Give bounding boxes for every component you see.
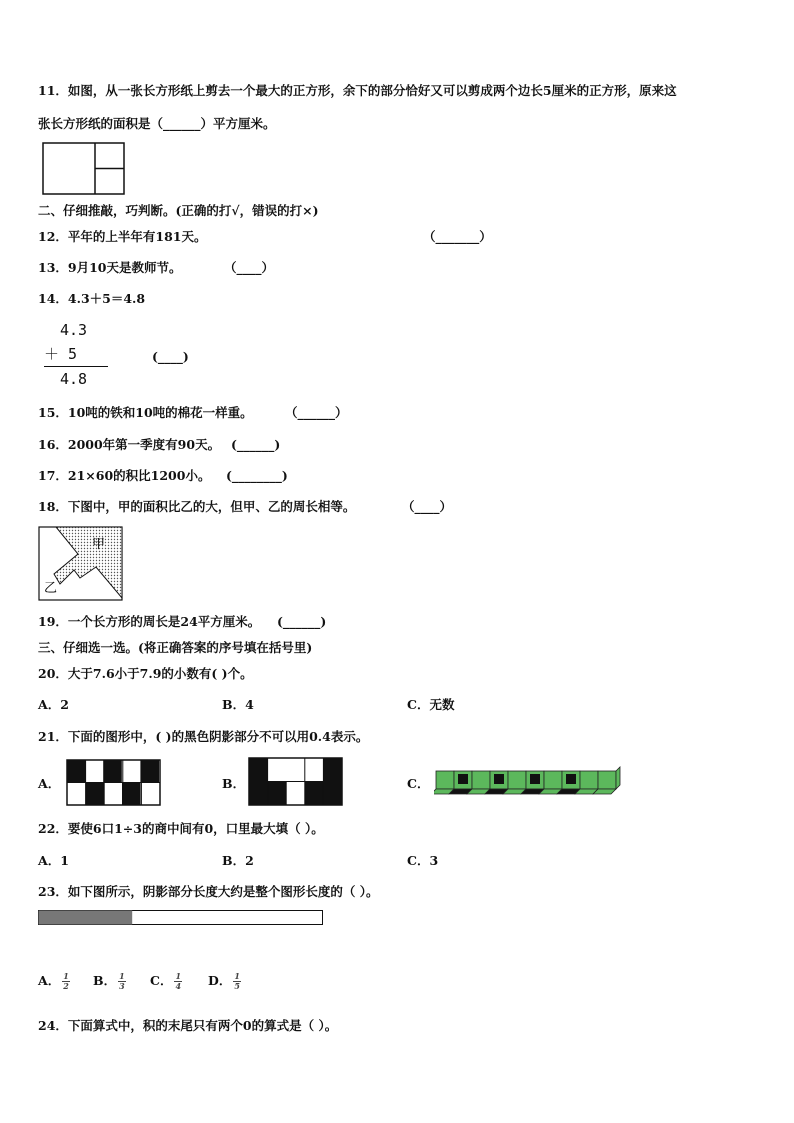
q22-text: 22．要使6口1÷3的商中间有0，口里最大填（ ）。 bbox=[38, 821, 324, 836]
q12-answer-blank[interactable]: （_______） bbox=[423, 229, 492, 244]
q18-answer-blank[interactable]: （____） bbox=[402, 499, 453, 514]
q12-text: 12．平年的上半年有181天。 bbox=[38, 229, 207, 244]
q14-vertical-top: 4.3 bbox=[60, 321, 88, 339]
q15-text: 15．10吨的铁和10吨的棉花一样重。 bbox=[38, 405, 253, 420]
q23-option-d[interactable]: D． $\frac{1}{5}$ bbox=[208, 971, 240, 991]
q21-option-a-label[interactable]: A． bbox=[38, 776, 61, 791]
q22-option-b[interactable]: B．2 bbox=[222, 853, 254, 868]
section3-heading: 三、仔细选一选。(将正确答案的序号填在括号里) bbox=[38, 640, 313, 655]
q17-answer-blank[interactable]: (________) bbox=[226, 468, 288, 483]
q13-text: 13．9月10天是教师节。 bbox=[38, 260, 182, 275]
section2-heading: 二、仔细推敲，巧判断。(正确的打√，错误的打×) bbox=[38, 203, 319, 218]
q21-cube-front bbox=[580, 771, 598, 789]
q17-text: 17．21×60的积比1200小。 bbox=[38, 468, 211, 483]
q21-cube-front bbox=[436, 771, 454, 789]
q20-text: 20．大于7.6小于7.9的小数有( )个。 bbox=[38, 666, 253, 681]
q21-cube-front bbox=[544, 771, 562, 789]
q21-option-c-label[interactable]: C． bbox=[407, 776, 430, 791]
q23-shaded-part bbox=[39, 911, 133, 925]
q21-cube-shaded bbox=[458, 774, 468, 784]
q20-option-a[interactable]: A．2 bbox=[38, 697, 69, 712]
q11-rectangle-figure bbox=[42, 142, 126, 196]
q14-vertical-mid: ＋ 5 bbox=[44, 342, 108, 367]
q14-answer-blank[interactable]: (____) bbox=[152, 349, 189, 364]
q20-option-b[interactable]: B．4 bbox=[222, 697, 254, 712]
q14-vertical-result: 4.8 bbox=[60, 370, 88, 388]
q23-text: 23．如下图所示，阴影部分长度大约是整个图形长度的（ ）。 bbox=[38, 884, 379, 899]
q21-cube-front bbox=[508, 771, 526, 789]
q21-figure-a bbox=[66, 759, 162, 807]
q24-text: 24．下面算式中，积的末尾只有两个0的算式是（ ）。 bbox=[38, 1018, 338, 1033]
q21-cube-shaded bbox=[494, 774, 504, 784]
q20-option-c[interactable]: C．无数 bbox=[407, 697, 455, 712]
q21-option-b-label[interactable]: B． bbox=[222, 776, 246, 791]
q16-answer-blank[interactable]: (______) bbox=[231, 437, 281, 452]
q21-cube-front bbox=[472, 771, 490, 789]
q11-line2: 张长方形纸的面积是（______）平方厘米。 bbox=[38, 116, 276, 131]
q21-cube-front bbox=[598, 771, 616, 789]
q19-answer-blank[interactable]: (______) bbox=[277, 614, 327, 629]
q23-option-c[interactable]: C． $\frac{1}{4}$ bbox=[150, 971, 182, 991]
q14-text: 14．4.3＋5＝4.8 bbox=[38, 291, 146, 306]
q21-figure-b bbox=[248, 757, 344, 807]
q14-vertical-sum bbox=[44, 318, 134, 391]
q15-answer-blank[interactable]: （______） bbox=[285, 405, 348, 420]
q22-option-c[interactable]: C．3 bbox=[407, 853, 439, 868]
q21-cube-shaded bbox=[566, 774, 576, 784]
q21-cube-shaded bbox=[530, 774, 540, 784]
q21-cube-side bbox=[616, 767, 620, 789]
q23-option-b[interactable]: B． $\frac{1}{3}$ bbox=[93, 971, 125, 991]
q18-figure bbox=[38, 526, 124, 602]
q18-label-jia: 甲 bbox=[92, 537, 106, 552]
q22-option-a[interactable]: A．1 bbox=[38, 853, 69, 868]
q23-option-a[interactable]: A． $\frac{1}{2}$ bbox=[38, 971, 69, 991]
q11-line1: 11．如图，从一张长方形纸上剪去一个最大的正方形，余下的部分恰好又可以剪成两个边长5厘米的正方形，原来这 bbox=[38, 83, 677, 98]
q18-text: 18．下图中，甲的面积比乙的大，但甲、乙的周长相等。 bbox=[38, 499, 356, 514]
q21-text: 21．下面的图形中，( )的黑色阴影部分不可以用0.4表示。 bbox=[38, 729, 369, 744]
q21-figure-c bbox=[434, 765, 624, 799]
q19-text: 19．一个长方形的周长是24平方厘米。 bbox=[38, 614, 261, 629]
q18-label-yi: 乙 bbox=[44, 581, 58, 596]
q13-answer-blank[interactable]: （____） bbox=[224, 260, 275, 275]
q16-text: 16．2000年第一季度有90天。 bbox=[38, 437, 221, 452]
q23-bar-figure bbox=[38, 910, 324, 926]
